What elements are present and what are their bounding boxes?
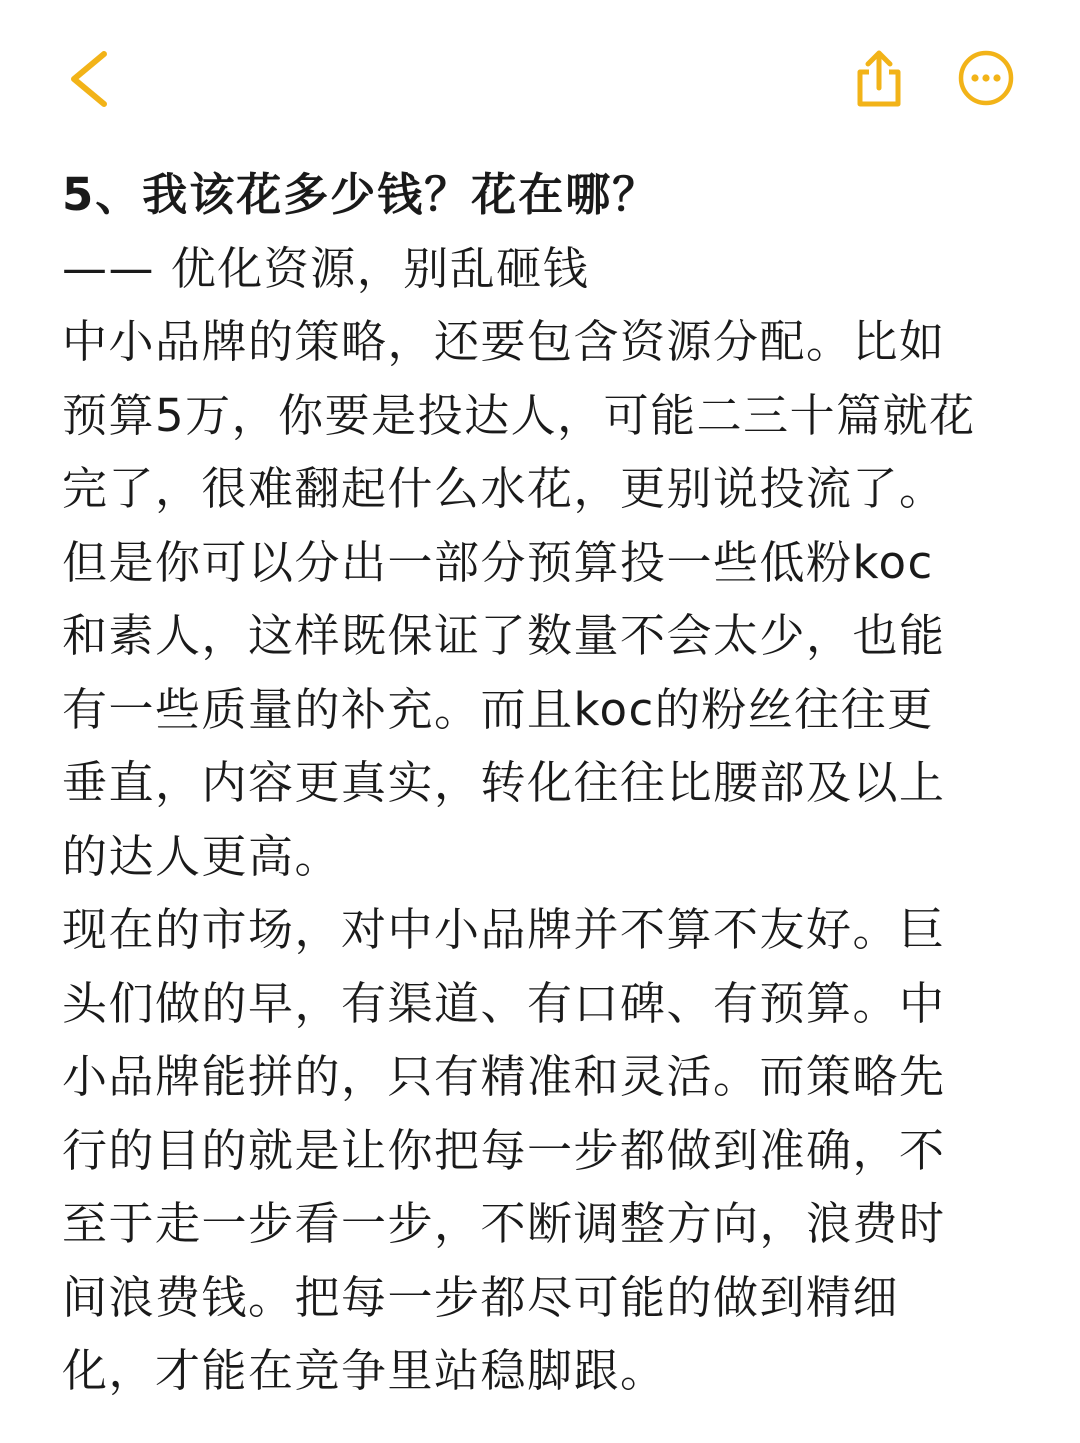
note-line: 但是你可以分出一部分预算投一些低粉koc <box>62 535 934 589</box>
note-line: 预算5万，你要是投达人，可能二三十篇就花 <box>62 388 976 442</box>
more-icon <box>956 48 1016 108</box>
more-button[interactable] <box>956 48 1016 108</box>
note-line: 至于走一步看一步，不断调整方向，浪费时 <box>62 1197 946 1250</box>
note-line: 头们做的早，有渠道、有口碑、有预算。中 <box>62 976 946 1030</box>
back-button[interactable] <box>62 48 118 110</box>
share-icon <box>850 48 908 110</box>
note-line: 行的目的就是让你把每一步都做到准确，不 <box>62 1123 946 1177</box>
note-line: 中小品牌的策略，还要包含资源分配。比如 <box>62 315 946 368</box>
chevron-left-icon <box>62 48 118 110</box>
note-line: 有一些质量的补充。而且koc的粉丝往往更 <box>62 682 934 736</box>
note-line: 和素人，这样既保证了数量不会太少，也能 <box>62 609 946 662</box>
note-body[interactable] <box>62 158 1032 1408</box>
note-line: 现在的市场，对中小品牌并不算不友好。巨 <box>62 903 946 956</box>
note-subheading: —— 优化资源，别乱砸钱 <box>62 241 590 295</box>
note-line: 化，才能在竞争里站稳脚跟。 <box>62 1344 667 1397</box>
note-heading: 5、我该花多少钱？花在哪？ <box>62 168 660 221</box>
note-line: 的达人更高。 <box>62 829 342 883</box>
share-button[interactable] <box>850 48 908 110</box>
note-line: 完了，很难翻起什么水花，更别说投流了。 <box>62 462 946 515</box>
note-line: 小品牌能拼的，只有精准和灵活。而策略先 <box>62 1050 946 1103</box>
note-toolbar <box>0 0 1080 150</box>
note-line: 垂直，内容更真实，转化往往比腰部及以上 <box>62 756 946 809</box>
note-line: 间浪费钱。把每一步都尽可能的做到精细 <box>62 1270 900 1324</box>
